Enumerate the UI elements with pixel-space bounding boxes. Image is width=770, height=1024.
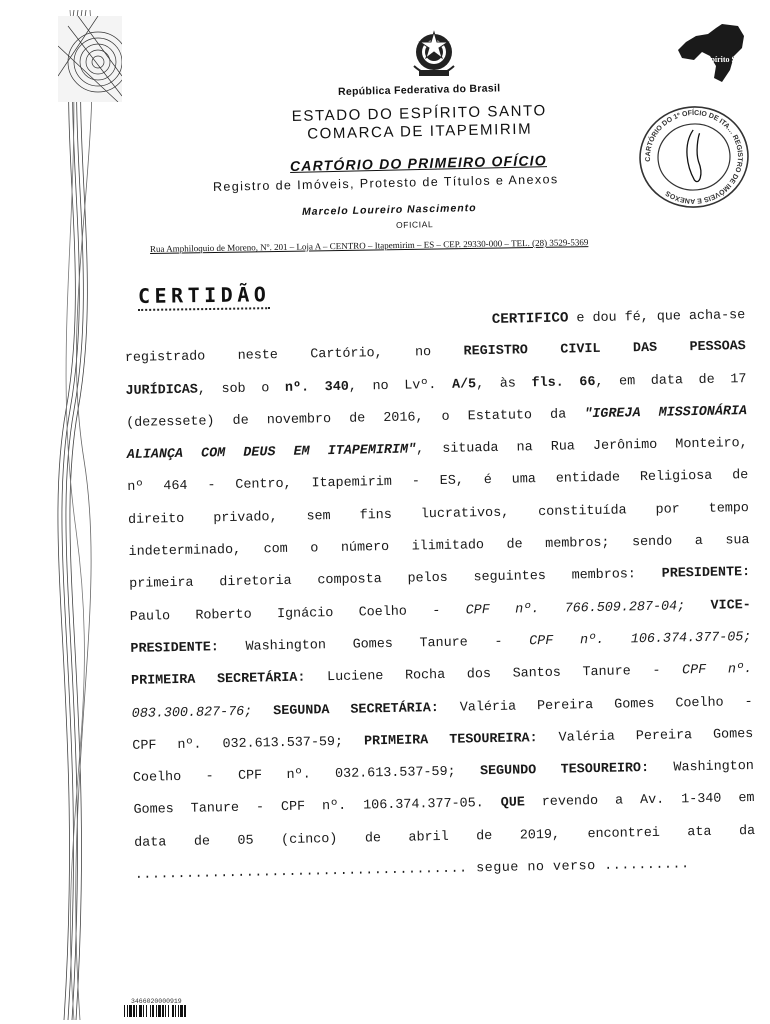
barcode-bar (129, 1005, 132, 1017)
text-segment: Washington (648, 759, 754, 777)
espirito-santo-map-icon (672, 22, 758, 84)
text-segment: Valéria Pereira Gomes (537, 726, 754, 746)
text-segment: , situada na Rua Jerônimo Monteiro, (415, 436, 748, 458)
state-name: ESTADO DO ESPÍRITO SANTO (291, 102, 548, 126)
notary-seal-stamp (631, 98, 757, 216)
text-segment: REGISTRO CIVIL DAS PESSOAS (463, 339, 746, 360)
text-segment: Gomes Tanure - CPF nº. 106.374.377-05. (133, 796, 501, 819)
text-segment: revendo a Av. 1-340 em (524, 791, 755, 811)
office-name: CARTÓRIO DO PRIMEIRO OFÍCIO (289, 152, 548, 174)
barcode-bar (168, 1005, 169, 1017)
text-segment: CPF nº. 766.509.287-04; (465, 598, 686, 619)
text-segment: fls. 66 (531, 374, 596, 391)
text-segment: CPF nº. 106.374.377-05; (529, 629, 752, 650)
text-segment: PRESIDENTE: (130, 640, 220, 657)
office-address: Rua Amphiloquio de Moreno, Nº. 201 – Loja A – CENTRO – Itapemirim – ES – CEP. 29330-000 – TEL. (28) 3529-5369 (149, 237, 589, 254)
corner-rosette-decoration (58, 16, 122, 102)
text-segment: Luciene Rocha dos Santos Tanure - (305, 663, 683, 686)
barcode-bar (133, 1005, 135, 1017)
barcode-bar (162, 1005, 164, 1017)
text-segment: "IGREJA MISSIONÁRIA (584, 403, 748, 423)
text-segment: PRIMEIRA TESOUREIRA: (363, 730, 538, 750)
barcode-bar (158, 1005, 161, 1017)
barcode-bar (172, 1005, 174, 1017)
text-segment: QUE (500, 795, 525, 812)
text-segment: nº. 340 (284, 379, 349, 396)
text-segment: PRIMEIRA SECRETÁRIA: (130, 670, 306, 690)
officer-title: OFICIAL (395, 219, 434, 230)
document-title: CERTIDÃO (138, 282, 271, 311)
text-segment: ....................................... segue no verso .......... (134, 857, 690, 883)
barcode-bar (178, 1005, 179, 1017)
barcode-bar (124, 1005, 125, 1017)
text-segment: , às (476, 375, 532, 392)
text-segment: 083.300.827-76; (131, 704, 253, 722)
barcode-bar (143, 1005, 144, 1017)
text-segment: Valéria Pereira Gomes Coelho - (438, 694, 753, 716)
text-segment: SEGUNDA SECRETÁRIA: (273, 700, 439, 719)
barcode-bar (150, 1005, 151, 1017)
text-segment: VICE- (710, 597, 751, 614)
text-segment: , sob o (197, 380, 286, 398)
signature-mark (684, 129, 704, 182)
district-name: COMARCA DE ITAPEMIRIM (307, 120, 533, 143)
text-segment: , em data de 17 (595, 371, 747, 390)
text-segment: primeira diretoria composta pelos seguintes membros: (129, 567, 662, 593)
text-segment: nº 464 - Centro, Itapemirim - ES, é uma entidade Religiosa de (127, 468, 749, 496)
barcode-bar (180, 1005, 183, 1017)
text-segment: direito privado, sem fins lucrativos, constituída por tempo (127, 500, 750, 528)
text-segment: , no Lvº. (348, 377, 453, 395)
barcode-bar (146, 1005, 147, 1017)
barcode-bar (165, 1005, 166, 1017)
guilloche-border-decoration (40, 10, 130, 1020)
text-segment: Washington Gomes Tanure - (218, 634, 530, 656)
barcode-bar (136, 1005, 137, 1017)
text-segment: (dezessete) de novembro de 2016, o Estatuto da (126, 407, 585, 431)
barcode-bar (156, 1005, 157, 1017)
seal-text: CARTÓRIO DO 1º OFÍCIO DE ITA… REGISTRO DE IMÓVEIS E ANEXOS (644, 109, 744, 205)
officer-name: Marcelo Loureiro Nascimento (301, 202, 477, 218)
text-segment: CPF nº. 032.613.537-59; (132, 734, 365, 754)
barcode-bar (152, 1005, 154, 1017)
text-segment: CERTIFICO (491, 310, 569, 328)
barcode-icon (124, 1005, 212, 1017)
state-district-block (292, 102, 548, 144)
republic-label: República Federativa do Brasil (337, 82, 501, 98)
text-segment (685, 598, 711, 613)
text-segment: e dou fé, que acha-se (568, 308, 746, 327)
text-segment (252, 704, 273, 719)
map-label: Espírito Santo (702, 55, 752, 64)
text-segment: SEGUNDO TESOUREIRO: (479, 761, 650, 780)
coat-of-arms-icon (410, 30, 458, 82)
barcode-bar (175, 1005, 176, 1017)
text-segment: Paulo Roberto Ignácio Coelho - (129, 603, 466, 625)
text-segment: CPF nº. (681, 662, 753, 679)
office-services: Registro de Imóveis, Protesto de Títulos e Anexos (212, 172, 559, 194)
certificate-body (124, 299, 756, 892)
text-segment: A/5 (451, 376, 477, 393)
barcode-bar (139, 1005, 142, 1017)
text-segment: PRESIDENTE: (661, 565, 751, 583)
text-segment: data de 05 (cinco) de abril de 2019, encontrei ata da (134, 823, 756, 851)
text-segment: Coelho - CPF nº. 032.613.537-59; (132, 764, 481, 787)
text-segment: ALIANÇA COM DEUS EM ITAPEMIRIM" (126, 442, 417, 464)
text-segment: JURÍDICAS (125, 382, 198, 399)
barcode-bar (184, 1005, 186, 1017)
barcode-bar (127, 1005, 128, 1017)
text-segment: registrado neste Cartório, no (124, 344, 464, 367)
text-segment: indeterminado, com o número ilimitado de membros; sendo a sua (128, 533, 750, 561)
barcode-number: 3466020000919 (131, 998, 182, 1005)
